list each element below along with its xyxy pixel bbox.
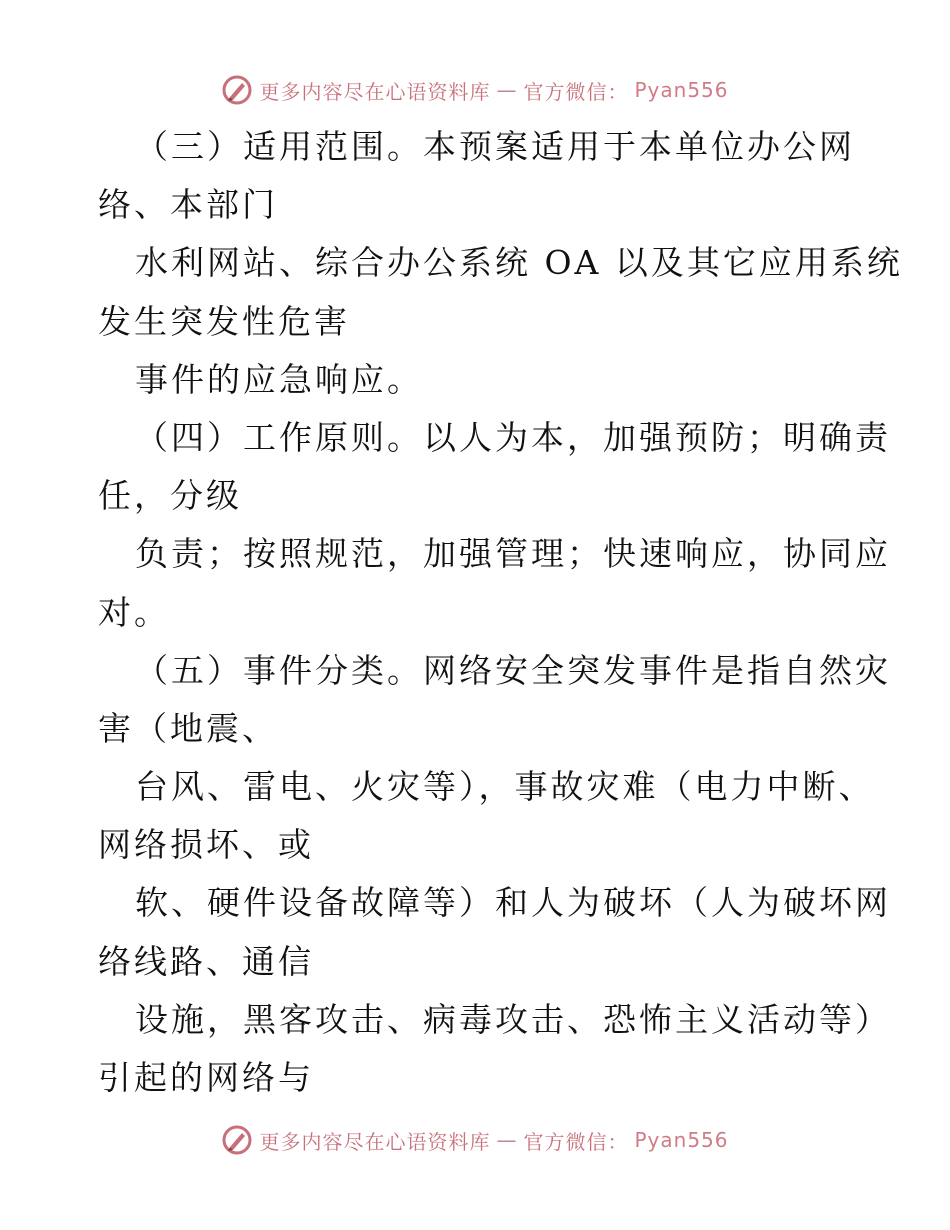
paragraph-line: 网络损坏、或 [98, 825, 314, 865]
watermark-main-text: 更多内容尽在心语资料库 [259, 1129, 491, 1154]
paragraph-line: 害（地震、 [98, 708, 278, 748]
paragraph-line: 发生突发性危害 [98, 301, 350, 341]
paragraph-line: 软、硬件设备故障等）和人为破坏（人为破坏网 [135, 883, 891, 923]
paragraph-line: （四）工作原则。以人为本，加强预防；明确责 [135, 417, 891, 457]
watermark-separator: — [496, 78, 518, 102]
document-body [98, 118, 903, 1107]
paragraph-line: 设施，黑客攻击、病毒攻击、恐怖主义活动等） [135, 999, 891, 1039]
pen-logo-icon [221, 74, 253, 106]
watermark-separator: — [496, 1128, 518, 1152]
paragraph-line: 任，分级 [98, 476, 242, 516]
paragraph-line: （三）适用范围。本预案适用于本单位办公网 [135, 127, 855, 166]
paragraph-line: 台风、雷电、火灾等），事故灾难（电力中断、 [135, 767, 875, 807]
watermark-wechat-id: Pyan556 [634, 1128, 729, 1152]
watermark-footer [0, 1124, 950, 1156]
watermark-label: 官方微信： [523, 79, 629, 104]
paragraph-line: 负责；按照规范，加强管理；快速响应，协同应 [135, 534, 891, 574]
paragraph-line: 事件的应急响应。 [135, 359, 423, 399]
paragraph-line: 水利网站、综合办公系统 OA 以及其它应用系统 [135, 243, 903, 283]
watermark-header [0, 74, 950, 106]
watermark-wechat-id: Pyan556 [634, 78, 729, 102]
paragraph-line: 对。 [98, 592, 170, 632]
watermark-main-text: 更多内容尽在心语资料库 [259, 79, 491, 104]
paragraph-line: （五）事件分类。网络安全突发事件是指自然灾 [135, 650, 891, 690]
paragraph-line: 络线路、通信 [98, 941, 314, 981]
paragraph-line: 络、本部门 [98, 185, 278, 225]
watermark-label: 官方微信： [523, 1129, 629, 1154]
pen-logo-icon [221, 1124, 253, 1156]
paragraph-line: 引起的网络与 [98, 1058, 314, 1097]
